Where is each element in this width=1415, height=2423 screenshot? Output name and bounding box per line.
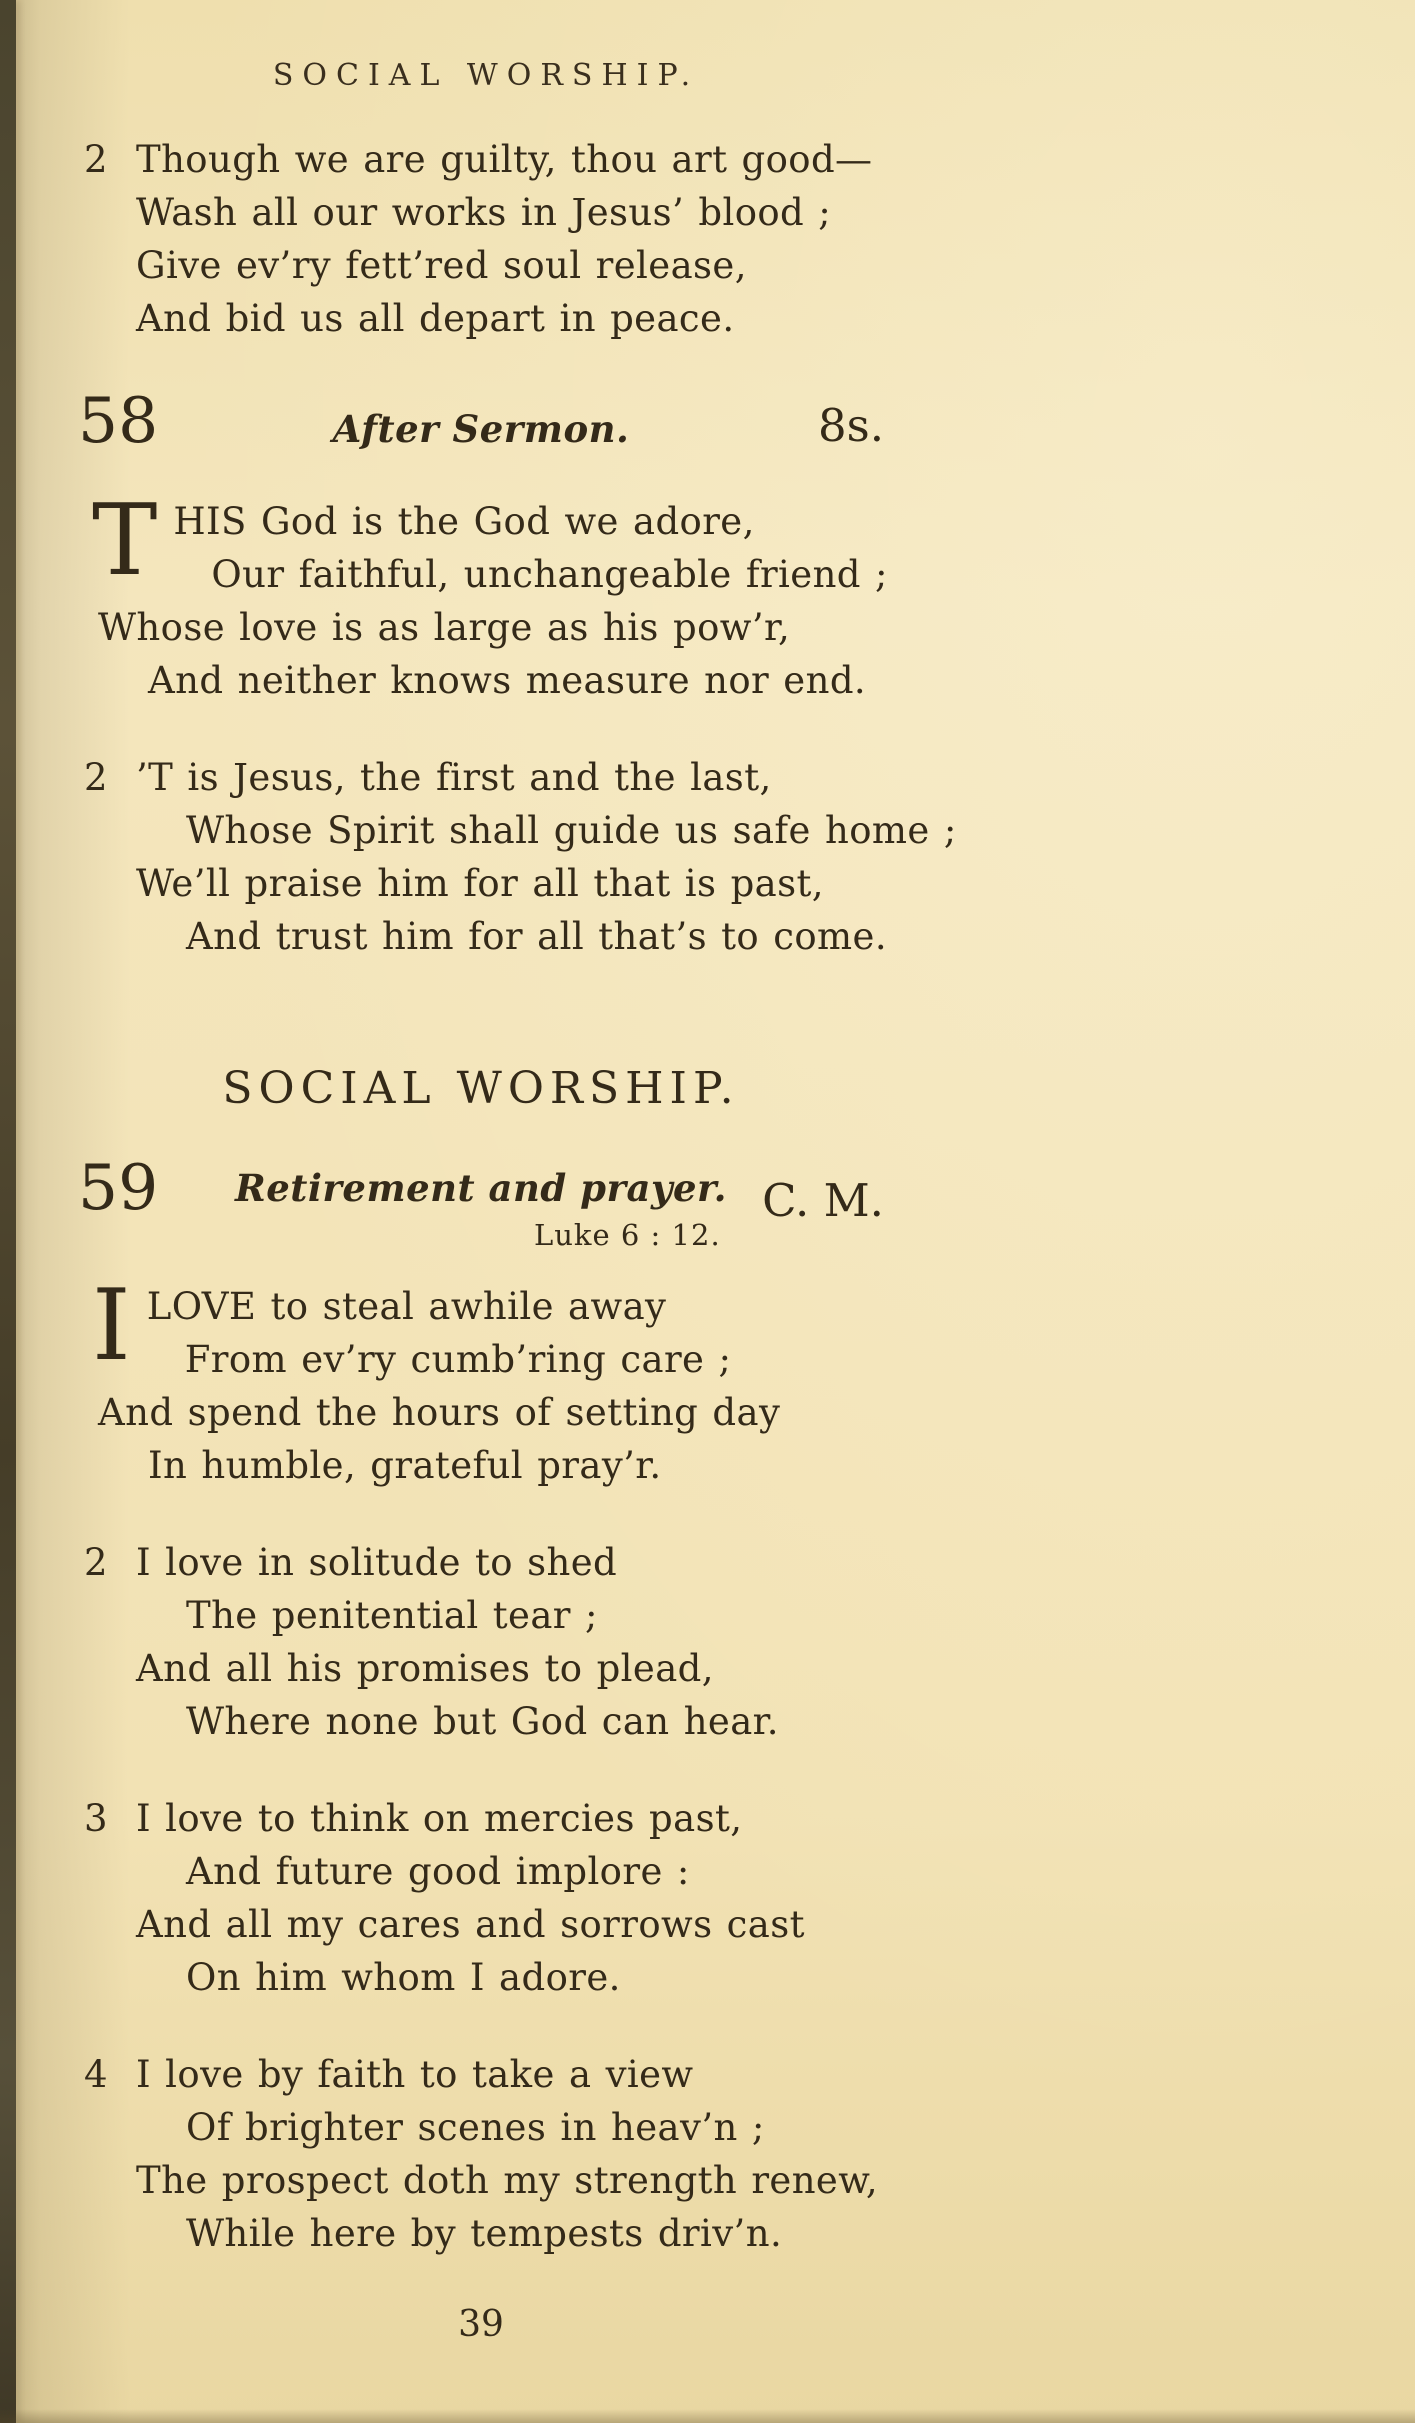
verse-line: Whose love is as large as his pow’r, — [98, 606, 791, 649]
verse-line: I love in solitude to shed — [136, 1541, 618, 1584]
verse-line: I love by faith to take a view — [136, 2053, 694, 2096]
verse-line: Wash all our works in Jesus’ blood ; — [136, 191, 832, 234]
verse-line: While here by tempests driv’n. — [186, 2212, 783, 2255]
hymn-number: 59 — [78, 1151, 159, 1224]
hymn-59-header — [78, 1151, 884, 1272]
hymn-title: After Sermon. — [332, 407, 630, 451]
verse-line: Though we are guilty, thou art good— — [136, 138, 873, 181]
hymn-59-stanza-4 — [78, 2048, 884, 2260]
verse-line: The prospect doth my strength renew, — [136, 2159, 879, 2202]
hymn-59-stanza-3 — [78, 1792, 884, 2004]
hymn-meter: C. M. — [762, 1174, 884, 1227]
continued-stanza — [78, 133, 884, 345]
verse-line: LOVE to steal awhile away — [146, 1285, 667, 1328]
verse-line: And neither knows measure nor end. — [148, 659, 867, 702]
verse-line: And trust him for all that’s to come. — [186, 915, 887, 958]
verse-line: Where none but God can hear. — [186, 1700, 779, 1743]
verse-line: ’T is Jesus, the first and the last, — [136, 756, 772, 799]
hymn-59-stanza-1 — [78, 1269, 884, 1492]
dropcap-lines — [147, 1280, 884, 1386]
verse-line: We’ll praise him for all that is past, — [136, 862, 824, 905]
dropcap: I — [92, 1269, 131, 1383]
page-content — [78, 58, 957, 2345]
hymn-58-stanza-2 — [78, 751, 957, 963]
verse-line: In humble, grateful pray’r. — [148, 1444, 662, 1487]
verse-line: Give ev’ry fett’red soul release, — [136, 244, 747, 287]
hymn-58-header — [78, 384, 884, 479]
hymn-58-stanza-1 — [78, 484, 888, 707]
dropcap-row — [92, 1269, 884, 1386]
verse-line: From ev’ry cumb’ring care ; — [184, 1338, 732, 1381]
hymn-title: Retirement and prayer. — [234, 1166, 728, 1210]
stanza-number: 2 — [84, 1541, 108, 1584]
stanza-number: 4 — [84, 2053, 108, 2096]
dropcap-lines — [173, 495, 888, 601]
verse-line: And spend the hours of setting day — [98, 1391, 781, 1434]
verse-line: Of brighter scenes in heav’n ; — [186, 2106, 765, 2149]
verse-line: Whose Spirit shall guide us safe home ; — [186, 809, 957, 852]
verse-line: And future good implore : — [186, 1850, 690, 1893]
stanza-number: 2 — [84, 138, 108, 181]
verse-line: The penitential tear ; — [186, 1594, 598, 1637]
hymn-reference: Luke 6 : 12. — [534, 1218, 721, 1252]
verse-line: And all my cares and sorrows cast — [136, 1903, 805, 1946]
binding-edge — [0, 0, 16, 2423]
page-number: 39 — [458, 2304, 504, 2345]
section-heading: SOCIAL WORSHIP. — [222, 1063, 740, 1114]
verse-line: On him whom I adore. — [186, 1956, 621, 1999]
verse-line: And all his promises to plead, — [136, 1647, 714, 1690]
hymn-number: 58 — [78, 384, 159, 457]
verse-line: HIS God is the God we adore, — [173, 500, 755, 543]
verse-line: And bid us all depart in peace. — [136, 297, 735, 340]
running-header: SOCIAL WORSHIP. — [272, 58, 700, 93]
dropcap-row — [92, 484, 888, 601]
dropcap: T — [92, 484, 158, 598]
stanza-number: 2 — [84, 756, 108, 799]
stanza-number: 3 — [84, 1797, 108, 1840]
hymn-meter: 8s. — [817, 399, 884, 452]
verse-line: Our faithful, unchangeable friend ; — [211, 553, 888, 596]
verse-line: I love to think on mercies past, — [136, 1797, 743, 1840]
hymn-59-stanza-2 — [78, 1536, 884, 1748]
